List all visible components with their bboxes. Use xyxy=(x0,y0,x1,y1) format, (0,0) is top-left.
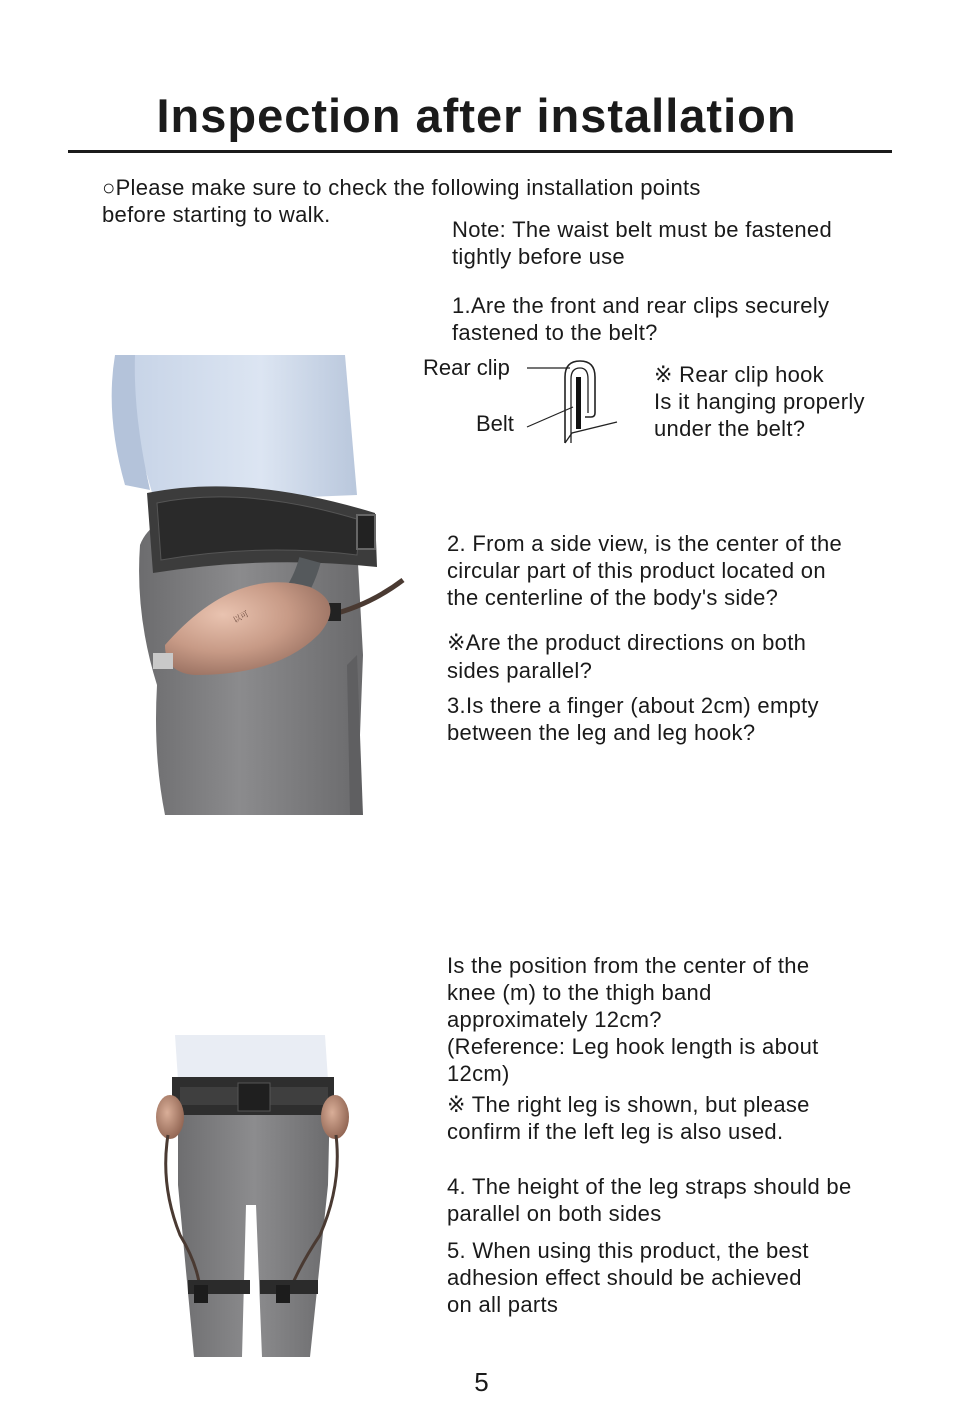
check-item-1 xyxy=(452,292,829,346)
knee-position-note xyxy=(447,952,819,1145)
device-logo-text: 以可 xyxy=(231,609,251,625)
check-item-1-line-1: 1.Are the front and rear clips securely xyxy=(452,293,830,318)
check-item-4-line-2: parallel on both sides xyxy=(447,1201,662,1226)
belt-label: Belt xyxy=(476,411,514,436)
rear-clip-label: Rear clip xyxy=(423,355,510,380)
directions-note-line-1: ※Are the product directions on both xyxy=(447,630,807,655)
check-item-3 xyxy=(447,692,819,746)
check-item-2 xyxy=(447,530,842,611)
intro-line-2: before starting to walk. xyxy=(102,202,331,227)
knee-note-line-1: Is the position from the center of the xyxy=(447,953,810,978)
knee-note-line-5: 12cm) xyxy=(447,1061,510,1086)
front-view-photo xyxy=(150,1035,360,1357)
check-item-3-line-2: between the leg and leg hook? xyxy=(447,720,756,745)
hook-note-line-2: Is it hanging properly xyxy=(654,389,865,414)
belt-note-line-2: tightly before use xyxy=(452,244,625,269)
check-item-5-line-2: adhesion effect should be achieved xyxy=(447,1265,802,1290)
rear-clip-hook-note xyxy=(654,361,865,442)
hook-note-line-1: ※ Rear clip hook xyxy=(654,362,824,387)
page-title: Inspection after installation xyxy=(156,89,797,142)
knee-note-line-2: knee (m) to the thigh band xyxy=(447,980,712,1005)
check-item-2-line-1: 2. From a side view, is the center of the xyxy=(447,531,843,556)
check-item-5-line-1: 5. When using this product, the best xyxy=(447,1238,809,1263)
intro-line-1: ○Please make sure to check the following installation points xyxy=(102,175,701,200)
knee-note-line-4: (Reference: Leg hook length is about xyxy=(447,1034,819,1059)
directions-note-line-2: sides parallel? xyxy=(447,658,593,683)
check-item-1-line-2: fastened to the belt? xyxy=(452,320,658,345)
knee-note-line-6: ※ The right leg is shown, but please xyxy=(447,1092,810,1117)
check-item-2-line-3: the centerline of the body's side? xyxy=(447,585,779,610)
rear-clip-diagram xyxy=(525,355,625,450)
title-divider xyxy=(68,150,892,153)
check-item-3-line-1: 3.Is there a finger (about 2cm) empty xyxy=(447,693,819,718)
side-view-photo xyxy=(95,355,410,815)
check-item-2-line-2: circular part of this product located on xyxy=(447,558,826,583)
check-item-5-line-3: on all parts xyxy=(447,1292,559,1317)
hook-note-line-3: under the belt? xyxy=(654,416,806,441)
check-item-4-line-1: 4. The height of the leg straps should be xyxy=(447,1174,852,1199)
check-item-5 xyxy=(447,1237,809,1318)
page-number: 5 xyxy=(474,1367,489,1397)
check-item-4 xyxy=(447,1173,852,1227)
knee-note-line-3: approximately 12cm? xyxy=(447,1007,662,1032)
belt-note xyxy=(452,216,832,270)
knee-note-line-7: confirm if the left leg is also used. xyxy=(447,1119,784,1144)
belt-note-line-1: Note: The waist belt must be fastened xyxy=(452,217,833,242)
directions-note xyxy=(447,629,806,685)
